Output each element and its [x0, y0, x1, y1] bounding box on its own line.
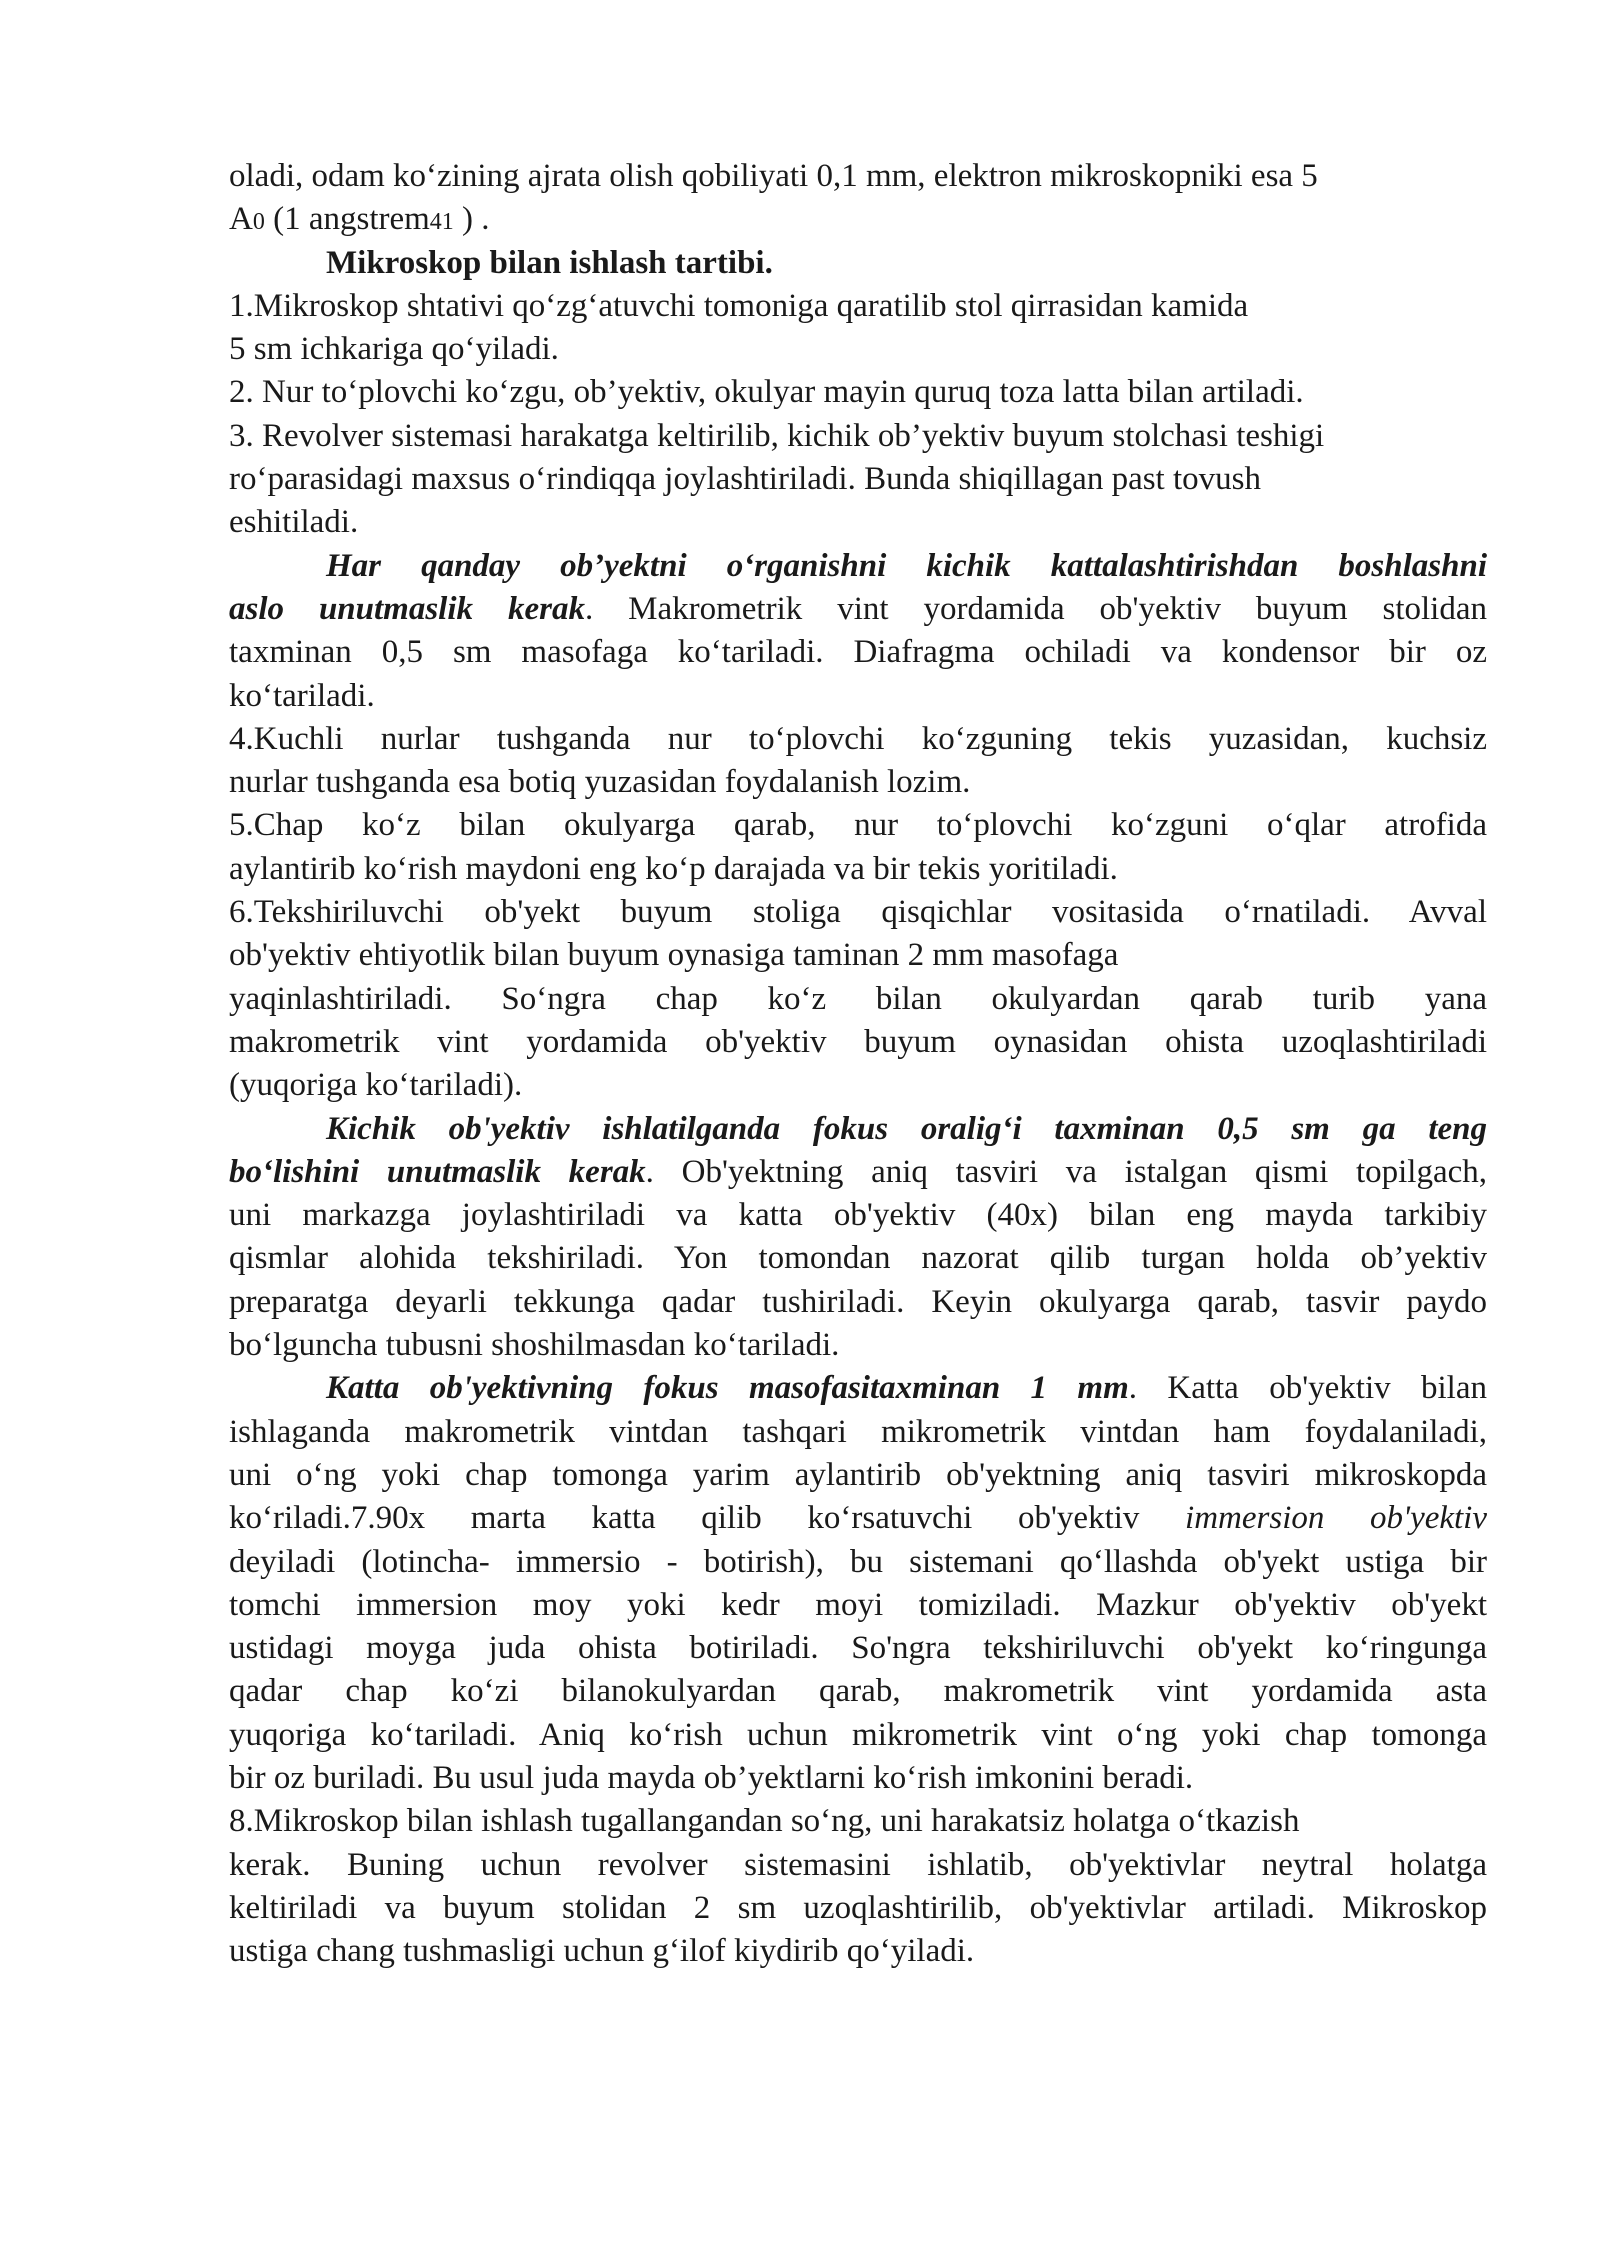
text-line — [229, 1151, 1487, 1194]
paragraph-step-2: 2. Nur to‘plovchi ko‘zgu, ob’yektiv, okulyar mayin quruq toza latta bilan artiladi. — [229, 374, 1304, 411]
text-line: ro‘parasidagi maxsus o‘rindiqqa joylashtiriladi. Bunda shiqillagan past tovush — [229, 461, 1261, 498]
body-text: . Ob'yektning aniq tasviri va istalgan qismi topilgach, — [645, 1153, 1488, 1190]
text-line: 1.Mikroskop shtativi qo‘zg‘atuvchi tomoniga qaratilib stol qirrasidan kamida — [229, 287, 1249, 324]
paragraph-step-4 — [229, 718, 1487, 805]
text-line: keltiriladi va buyum stolidan 2 sm uzoqlashtirilib, ob'yektivlar artiladi. Mikroskop — [229, 1889, 1487, 1926]
text-line — [229, 198, 1487, 241]
text-line: ustiga chang tushmasligi uchun g‘ilof kiydirib qo‘yiladi. — [229, 1933, 975, 1970]
emphasis-line: Har qanday ob’yektni o‘rganishni kichik kattalashtirishdan boshlashni — [326, 547, 1487, 584]
emphasis-line: Kichik ob'yektiv ishlatilganda fokus oralig‘i taxminan 0,5 sm ga teng — [326, 1110, 1487, 1147]
body-text: . Makrometrik vint yordamida ob'yektiv buyum stolidan — [584, 590, 1487, 627]
text-line: 8.Mikroskop bilan ishlash tugallangandan so‘ng, uni harakatsiz holatga o‘tkazish — [229, 1803, 1300, 1840]
body-text: ko‘riladi.7.90x marta katta qilib ko‘rsatuvchi ob'yektiv — [229, 1500, 1186, 1537]
text-line: (yuqoriga ko‘tariladi). — [229, 1067, 523, 1104]
text-line — [229, 1367, 1487, 1410]
text-line: bo‘lguncha tubusni shoshilmasdan ko‘tariladi. — [229, 1327, 840, 1364]
text-line: ishlaganda makrometrik vintdan tashqari mikrometrik vintdan ham foydalaniladi, — [229, 1413, 1487, 1450]
text-line: aylantirib ko‘rish maydoni eng ko‘p darajada va bir tekis yoritiladi. — [229, 850, 1118, 887]
text-line: eshitiladi. — [229, 504, 359, 541]
paragraph-step-8 — [229, 1800, 1487, 1973]
text-line: yuqoriga ko‘tariladi. Aniq ko‘rish uchun mikrometrik vint o‘ng yoki chap tomonga — [229, 1716, 1487, 1753]
intro-paragraph — [229, 155, 1487, 242]
subscript: 0 — [252, 209, 265, 236]
italic-term: immersion ob'yektiv — [1185, 1500, 1487, 1537]
emphasis-text: Katta ob'yektivning fokus masofasitaxminan 1 mm — [326, 1370, 1129, 1407]
text-line: 3. Revolver sistemasi harakatga keltirilib, kichik ob’yektiv buyum stolchasi teshigi — [229, 417, 1325, 454]
text-line: uni markazga joylashtiriladi va katta ob'yektiv (40x) bilan eng mayda tarkibiy — [229, 1197, 1487, 1234]
text-line: yaqinlashtiriladi. So‘ngra chap ko‘z bilan okulyardan qarab turib yana — [229, 980, 1487, 1017]
text-line: ustidagi moyga juda ohista botiriladi. So'ngra tekshiriluvchi ob'yekt ko‘ringunga — [229, 1630, 1487, 1667]
emphasis-text: aslo unutmaslik kerak — [229, 590, 585, 627]
text-line: ko‘tariladi. — [229, 677, 375, 714]
emphasis-text: bo‘lishini unutmaslik kerak — [229, 1153, 646, 1190]
text-line: 6.Tekshiriluvchi ob'yekt buyum stoliga qisqichlar vositasida o‘rnatiladi. Avval — [229, 894, 1487, 931]
text-line: taxminan 0,5 sm masofaga ko‘tariladi. Diafragma ochiladi va kondensor bir oz — [229, 634, 1487, 671]
text-line: 5.Chap ko‘z bilan okulyarga qarab, nur to‘plovchi ko‘zguni o‘qlar atrofida — [229, 807, 1487, 844]
text-line: makrometrik vint yordamida ob'yektiv buyum oynasidan ohista uzoqlashtiriladi — [229, 1023, 1487, 1060]
paragraph-note-small-objective — [229, 545, 1487, 718]
text-line: ob'yektiv ehtiyotlik bilan buyum oynasiga taminan 2 mm masofaga — [229, 937, 1119, 974]
text-line: preparatga deyarli tekkunga qadar tushiriladi. Keyin okulyarga qarab, tasvir paydo — [229, 1283, 1487, 1320]
paragraph-note-focus-distance — [229, 1108, 1487, 1368]
text-line — [229, 1497, 1487, 1540]
text-line: 5 sm ichkariga qo‘yiladi. — [229, 331, 559, 368]
body-text: . Katta ob'yektiv bilan — [1128, 1370, 1487, 1407]
angstrom-close: ) . — [453, 201, 490, 238]
paragraph-step-1 — [229, 285, 1487, 372]
text-line — [229, 588, 1487, 631]
footnote-marker: 41 — [429, 209, 454, 236]
angstrom-text: (1 angstrem — [264, 201, 430, 238]
text-line: deyiladi (lotincha- immersio - botirish), bu sistemani qo‘llashda ob'yekt ustiga bir — [229, 1543, 1487, 1580]
section-heading: Mikroskop bilan ishlash tartibi. — [326, 244, 773, 281]
paragraph-step-6 — [229, 891, 1487, 1107]
paragraph-step-5 — [229, 804, 1487, 891]
paragraph-step-3 — [229, 415, 1487, 545]
angstrom-symbol: A — [229, 201, 253, 238]
paragraph-large-objective — [229, 1367, 1487, 1800]
text-line: nurlar tushganda esa botiq yuzasidan foydalanish lozim. — [229, 764, 971, 801]
text-line: tomchi immersion moy yoki kedr moyi tomiziladi. Mazkur ob'yektiv ob'yekt — [229, 1586, 1487, 1623]
text-line: kerak. Buning uchun revolver sistemasini ishlatib, ob'yektivlar neytral holatga — [229, 1846, 1487, 1883]
text-line: qismlar alohida tekshiriladi. Yon tomondan nazorat qilib turgan holda ob’yektiv — [229, 1240, 1487, 1277]
text-line: bir oz buriladi. Bu usul juda mayda ob’yektlarni ko‘rish imkonini beradi. — [229, 1759, 1194, 1796]
text-line: uni o‘ng yoki chap tomonga yarim aylantirib ob'yektning aniq tasviri mikroskopda — [229, 1456, 1487, 1493]
text-line: 4.Kuchli nurlar tushganda nur to‘plovchi ko‘zguning tekis yuzasidan, kuchsiz — [229, 720, 1487, 757]
document-body — [229, 155, 1487, 1973]
text-line: oladi, odam ko‘zining ajrata olish qobiliyati 0,1 mm, elektron mikroskopniki esa 5 — [229, 158, 1318, 194]
text-line: qadar chap ko‘zi bilanokulyardan qarab, makrometrik vint yordamida asta — [229, 1673, 1487, 1710]
